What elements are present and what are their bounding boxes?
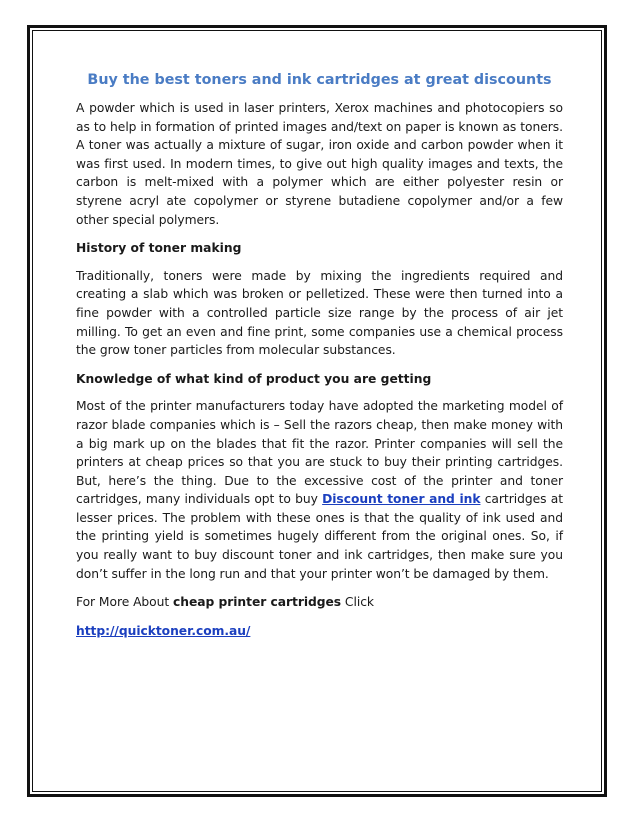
knowledge-heading: Knowledge of what kind of product you are getting — [76, 371, 432, 386]
intro-paragraph: A powder which is used in laser printers, Xerox machines and photocopiers so as to help in formation of printed images and/text on paper is known as toners. A toner was actually a mixture of sugar, iron oxide and carbon powder when it was first used. In modern times, to give out high quality images and texts, the carbon is melt-mixed with a polymer which are either polyester resin or styrene acryl ate copolymer or styrene butadiene copolymer and/or a few other special polymers. — [76, 101, 563, 227]
url-line — [76, 622, 563, 641]
document-body — [76, 70, 563, 640]
history-heading: History of toner making — [76, 241, 242, 256]
click-text: Click — [341, 595, 374, 610]
more-about-line — [76, 593, 563, 612]
page-title: Buy the best toners and ink cartridges at great discounts — [87, 72, 552, 88]
more-about-prefix: For More About — [76, 595, 174, 610]
knowledge-paragraph — [76, 397, 563, 583]
cheap-cartridges-text: cheap printer cartridges — [173, 595, 342, 610]
history-paragraph: Traditionally, toners were made by mixing the ingredients required and creating a slab which was broken or pelletized. These were then turned into a fine powder with a controlled particle size range by the process of air jet milling. To get an even and fine print, some companies use a chemical process the grow toner particles from molecular substances. — [76, 268, 563, 358]
discount-toner-link[interactable]: Discount toner and ink — [322, 492, 481, 507]
quicktoner-url-link[interactable]: http://quicktoner.com.au/ — [76, 623, 251, 638]
knowledge-text-after: cartridges at lesser prices. The problem with these ones is that the quality of ink used and the printing yield is sometimes hugely different from the original ones. So, if you really want to buy discount toner and ink cartridges, then make sure you don’t suffer in the long run and that your printer won’t be damaged by them. — [76, 492, 563, 581]
knowledge-text-before: Most of the printer manufacturers today have adopted the marketing model of razor blade companies which is – Sell the razors cheap, then make money with a big mark up on the blades that fit the razor. Printer companies will sell the printers at cheap prices so that you are stuck to buy their printing cartridges. But, here’s the thing. Due to the excessive cost of the printer and toner cartridges, many individuals opt to buy — [76, 399, 563, 507]
